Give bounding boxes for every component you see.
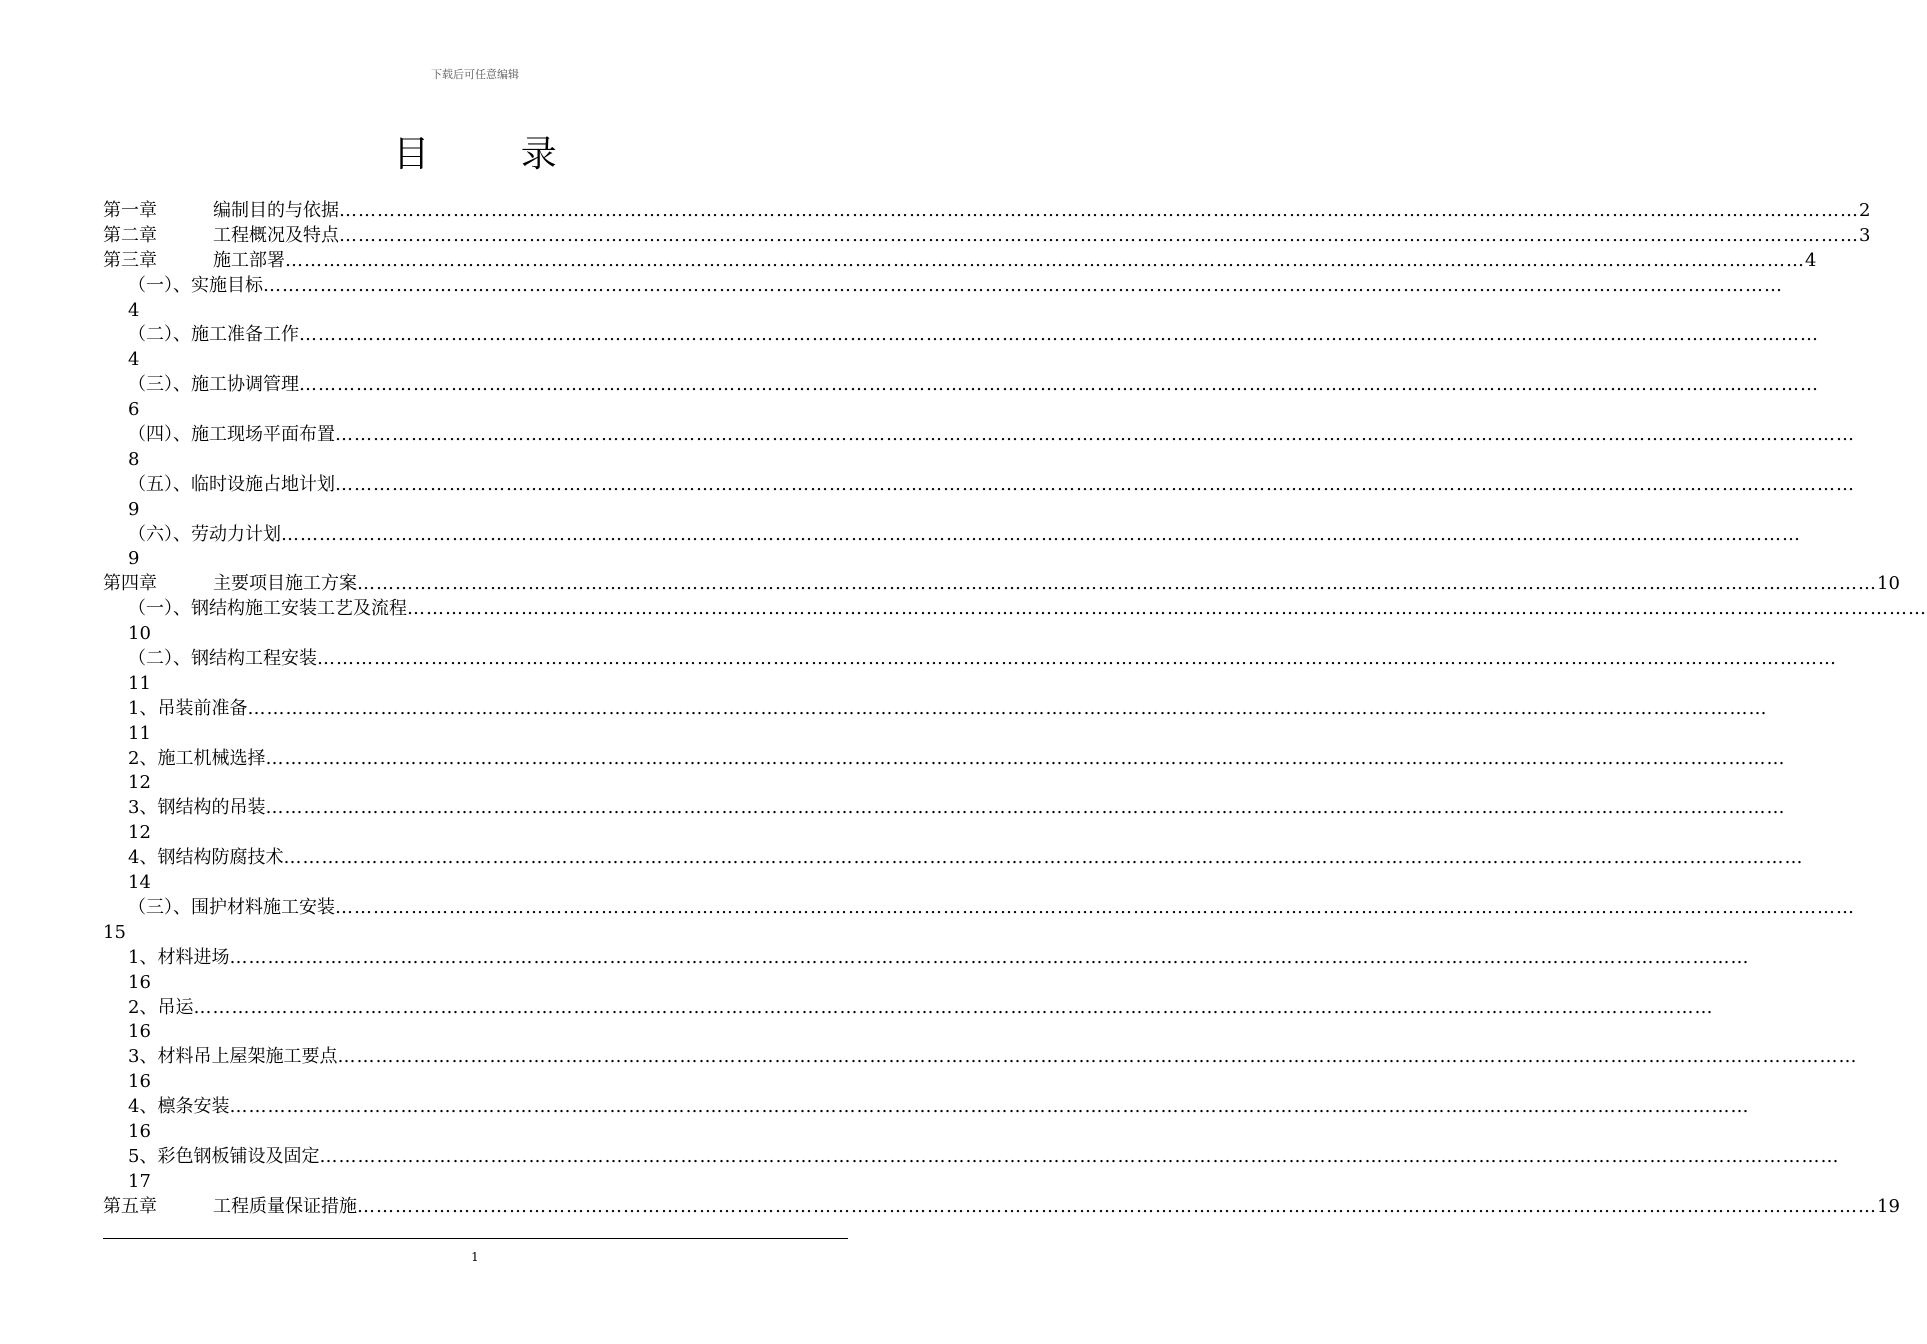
toc-entry-text: 编制目的与依据 (213, 200, 339, 221)
toc-entry[interactable] (103, 1045, 1858, 1070)
toc-entry[interactable] (103, 523, 1801, 548)
dot-leader: …………………………………………………………………………………………………………………………………………………………………………………………………………………… (357, 573, 1877, 595)
toc-page-number: 11 (128, 672, 151, 694)
toc-entry-label (103, 199, 339, 224)
dot-leader: …………………………………………………………………………………………………………………………………………………………………………………………………………………… (193, 996, 1714, 1018)
toc-page-number: 11 (128, 722, 151, 744)
toc-entry-label (103, 1195, 357, 1220)
toc-entry-text: 施工部署 (213, 249, 285, 271)
toc-page-number: 12 (128, 772, 151, 794)
toc-entry[interactable] (103, 996, 1714, 1021)
toc-entry-text: 3、钢结构的吊装 (128, 797, 266, 819)
dot-leader: …………………………………………………………………………………………………………………………………………………………………………………………………………………… (263, 274, 1783, 296)
toc-page-number: 10 (128, 623, 151, 645)
toc-entry[interactable] (103, 423, 1855, 448)
toc-entry[interactable] (103, 199, 1871, 224)
chapter-number: 第三章 (103, 249, 157, 271)
toc-entry-label (103, 224, 339, 249)
toc-page-number: 16 (128, 971, 151, 993)
toc-entry[interactable] (103, 274, 1783, 299)
toc-page-number: 19 (1877, 1195, 1900, 1217)
toc-entry[interactable] (103, 1145, 1840, 1170)
footer-divider (103, 1238, 848, 1239)
toc-page-number: 4 (128, 349, 140, 371)
toc-page-number: 12 (128, 822, 151, 844)
toc-entry-text: 1、材料进场 (128, 946, 230, 968)
toc-entry[interactable] (103, 946, 1750, 971)
dot-leader: …………………………………………………………………………………………………………………………………………………………………………………………………………………… (357, 1195, 1877, 1217)
page-number: 1 (471, 1250, 479, 1264)
toc-page-number: 10 (1877, 573, 1900, 595)
toc-entry-text: （六）、劳动力计划 (128, 523, 281, 545)
dot-leader: …………………………………………………………………………………………………………………………………………………………………………………………………………………… (407, 598, 1927, 620)
page-header: 下载后可任意编辑 (431, 68, 519, 81)
toc-page-number: 9 (128, 498, 140, 520)
table-of-contents (103, 199, 1927, 1220)
toc-entry-text: 3、材料吊上屋架施工要点 (128, 1046, 338, 1068)
toc-entry[interactable] (103, 747, 1786, 772)
toc-page-number: 3 (1859, 224, 1871, 246)
dot-leader: …………………………………………………………………………………………………………………………………………………………………………………………………………………… (247, 697, 1768, 719)
toc-page-number: 17 (128, 1170, 151, 1192)
chapter-number: 第二章 (103, 224, 157, 246)
dot-leader: …………………………………………………………………………………………………………………………………………………………………………………………………………………… (265, 797, 1786, 819)
toc-page-number: 15 (103, 921, 126, 943)
dot-leader: …………………………………………………………………………………………………………………………………………………………………………………………………………………… (339, 200, 1859, 221)
chapter-number: 第四章 (103, 573, 157, 595)
toc-entry-label (103, 572, 357, 597)
toc-entry-text: （四）、施工现场平面布置 (128, 424, 335, 446)
dot-leader: …………………………………………………………………………………………………………………………………………………………………………………………………………………… (281, 523, 1801, 545)
dot-leader: …………………………………………………………………………………………………………………………………………………………………………………………………………………… (339, 224, 1859, 246)
toc-entry-text: 2、吊运 (128, 996, 194, 1018)
toc-entry[interactable] (103, 323, 1819, 348)
toc-entry-text: （二）、钢结构工程安装 (128, 648, 317, 670)
toc-entry-text: 工程概况及特点 (213, 224, 339, 246)
toc-entry-text: 1、吊装前准备 (128, 697, 248, 719)
toc-entry-text: （一）、钢结构施工安装工艺及流程 (128, 598, 407, 620)
toc-page-number: 16 (128, 1120, 151, 1142)
toc-entry[interactable] (103, 647, 1837, 672)
toc-entry[interactable] (103, 572, 1900, 597)
toc-entry-text: 4、钢结构防腐技术 (128, 847, 284, 869)
dot-leader: …………………………………………………………………………………………………………………………………………………………………………………………………………………… (283, 847, 1804, 869)
dot-leader: …………………………………………………………………………………………………………………………………………………………………………………………………………………… (299, 324, 1819, 346)
dot-leader: …………………………………………………………………………………………………………………………………………………………………………………………………………………… (229, 946, 1750, 968)
toc-page-number: 16 (128, 1021, 151, 1043)
dot-leader: …………………………………………………………………………………………………………………………………………………………………………………………………………………… (319, 1145, 1840, 1167)
dot-leader: …………………………………………………………………………………………………………………………………………………………………………………………………………………… (229, 1096, 1750, 1118)
toc-entry-label (103, 249, 285, 274)
toc-page-number: 6 (128, 399, 140, 421)
dot-leader: …………………………………………………………………………………………………………………………………………………………………………………………………………………… (335, 473, 1855, 495)
toc-entry-text: （三）、围护材料施工安装 (128, 896, 335, 918)
dot-leader: …………………………………………………………………………………………………………………………………………………………………………………………………………………… (317, 648, 1837, 670)
toc-entry-text: 5、彩色钢板铺设及固定 (128, 1145, 320, 1167)
toc-entry[interactable] (103, 249, 1817, 274)
toc-page-number: 8 (128, 448, 140, 470)
toc-entry[interactable] (103, 846, 1804, 871)
toc-entry[interactable] (103, 1195, 1900, 1220)
toc-entry[interactable] (103, 224, 1871, 249)
toc-entry-text: 4、檩条安装 (128, 1096, 230, 1118)
toc-page-number: 2 (1859, 200, 1871, 221)
toc-entry-text: （三）、施工协调管理 (128, 374, 299, 396)
toc-entry[interactable] (103, 373, 1819, 398)
toc-entry[interactable] (103, 473, 1855, 498)
toc-entry-text: （一）、实施目标 (128, 274, 263, 296)
dot-leader: …………………………………………………………………………………………………………………………………………………………………………………………………………………… (335, 896, 1855, 918)
dot-leader: …………………………………………………………………………………………………………………………………………………………………………………………………………………… (299, 374, 1819, 396)
dot-leader: …………………………………………………………………………………………………………………………………………………………………………………………………………………… (335, 424, 1855, 446)
dot-leader: …………………………………………………………………………………………………………………………………………………………………………………………………………………… (337, 1046, 1858, 1068)
toc-page-number: 4 (1805, 249, 1817, 271)
toc-page-number: 9 (128, 548, 140, 570)
toc-entry[interactable] (103, 697, 1768, 722)
toc-entry-text: 主要项目施工方案 (213, 573, 357, 595)
toc-entry[interactable] (103, 597, 1927, 622)
toc-entry[interactable] (103, 1095, 1750, 1120)
toc-title: 目 录 (393, 134, 597, 175)
dot-leader: …………………………………………………………………………………………………………………………………………………………………………………………………………………… (285, 249, 1805, 271)
toc-entry[interactable] (103, 796, 1786, 821)
toc-page-number: 4 (128, 299, 140, 321)
chapter-number: 第五章 (103, 1195, 157, 1217)
toc-page-number: 16 (128, 1071, 151, 1093)
toc-entry-text: （二）、施工准备工作 (128, 324, 299, 346)
dot-leader: …………………………………………………………………………………………………………………………………………………………………………………………………………………… (265, 747, 1786, 769)
toc-entry-text: （五）、临时设施占地计划 (128, 473, 335, 495)
toc-entry-text: 2、施工机械选择 (128, 747, 266, 769)
toc-entry[interactable] (103, 896, 1855, 921)
toc-entry-text: 工程质量保证措施 (213, 1195, 357, 1217)
toc-page-number: 14 (128, 872, 151, 894)
chapter-number: 第一章 (103, 200, 157, 221)
